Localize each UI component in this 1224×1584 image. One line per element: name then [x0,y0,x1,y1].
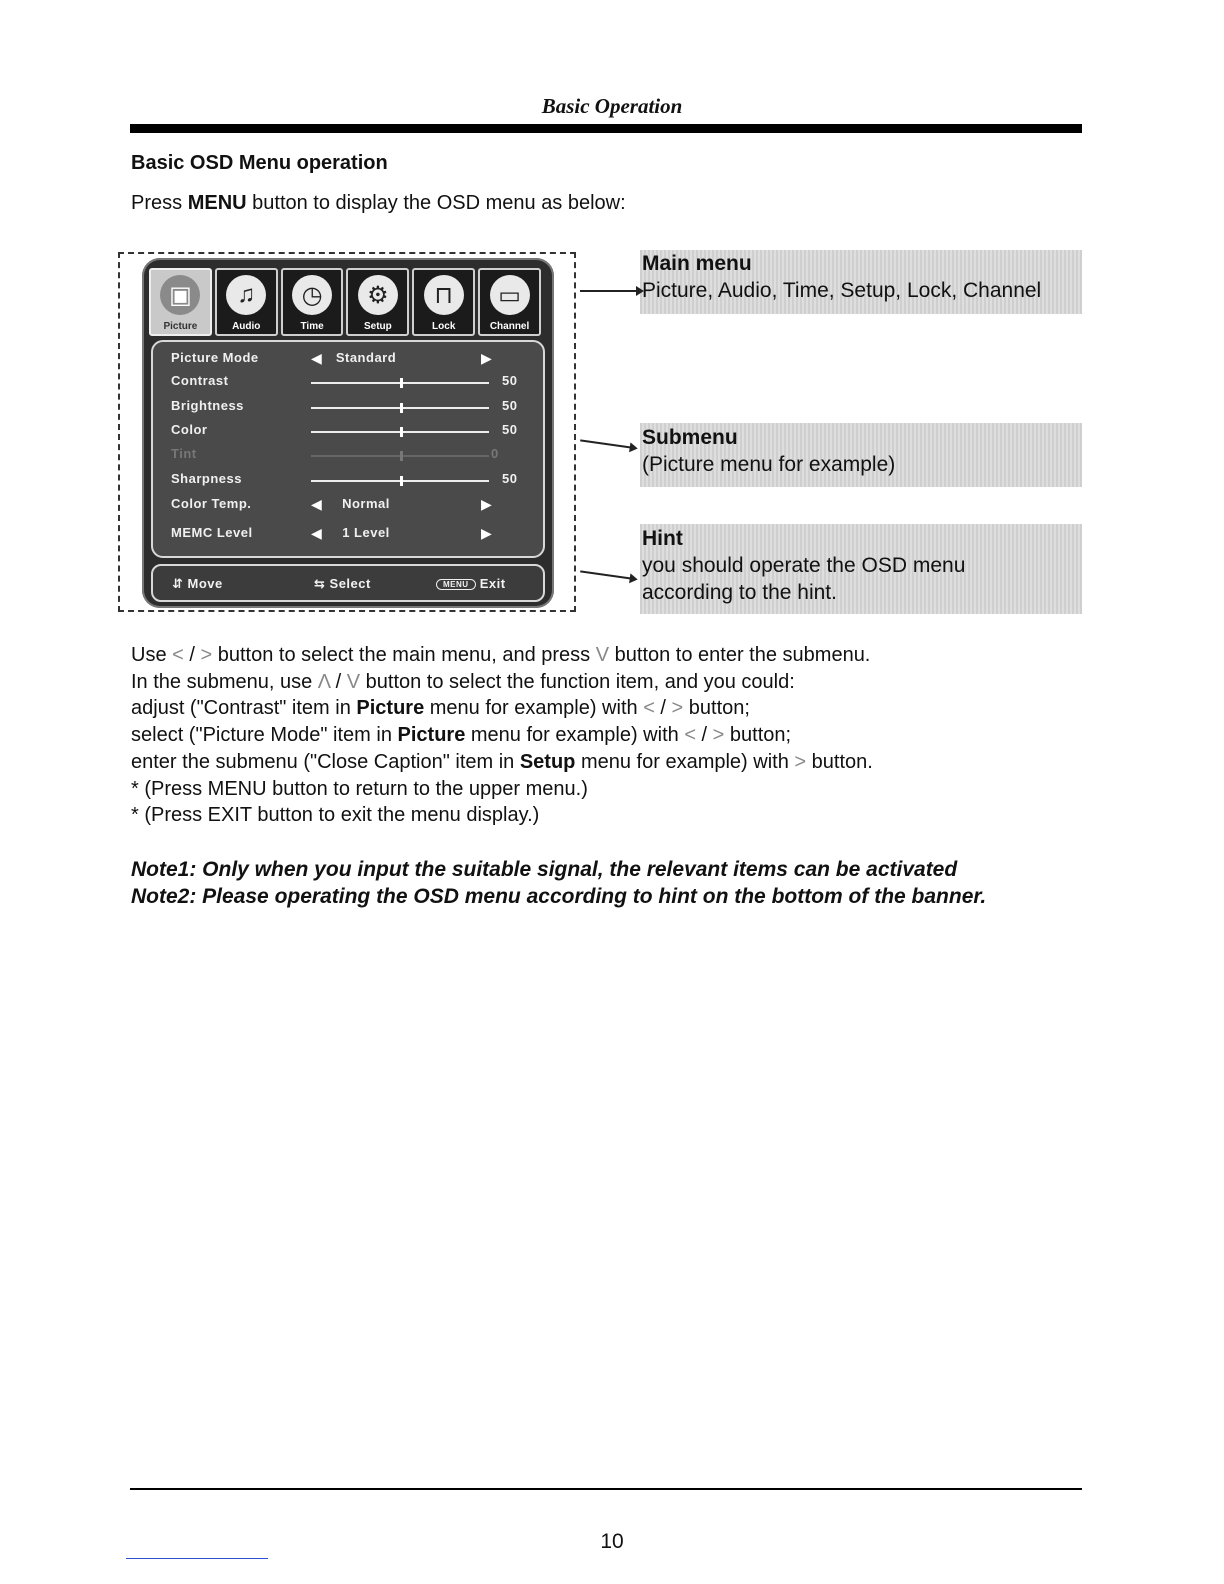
slider-knob[interactable] [400,427,403,437]
link-underline [126,1558,268,1559]
callout-hint [642,525,965,606]
item-label: Sharpness [171,471,242,486]
main-menu-tabs [149,268,541,336]
slider[interactable] [311,382,489,384]
picture-icon: ▣ [160,275,200,315]
callout-submenu [642,424,895,478]
tab-audio[interactable] [215,268,278,336]
instructions [131,642,873,829]
right-arrow-icon[interactable]: ▶ [481,496,493,512]
slider[interactable] [311,407,489,409]
submenu-item-color-temp[interactable] [171,496,521,516]
hint-move: ⇵ Move [172,576,223,591]
running-header: Basic Operation [541,94,683,118]
slider[interactable] [311,431,489,433]
clock-icon: ◷ [292,275,332,315]
callout-body: (Picture menu for example) [642,453,896,476]
header-rule [130,124,1082,133]
callout-title: Hint [642,527,683,550]
slider-knob[interactable] [400,403,403,413]
submenu-item-sharpness[interactable] [171,471,521,491]
tab-lock[interactable] [412,268,475,336]
section-title: Basic OSD Menu operation [131,152,388,174]
callout-body: according to the hint. [642,581,837,604]
item-label: MEMC Level [171,525,253,540]
callout-body: you should operate the OSD menu [642,554,966,577]
slider-knob [400,451,403,461]
tab-time[interactable] [281,268,344,336]
lock-icon: ⊓ [424,275,464,315]
item-value: 50 [502,373,518,388]
callout-body: Picture, Audio, Time, Setup, Lock, Channel [642,279,1042,302]
instruction-line: enter the submenu ("Close Caption" item in Setup menu for example) with > button. [131,750,873,773]
slider [311,455,489,457]
item-value: Standard [335,350,397,365]
submenu-item-brightness[interactable] [171,398,521,418]
item-value: Normal [342,496,390,511]
tab-label: Setup [364,321,392,332]
instruction-line: adjust ("Contrast" item in Picture menu for example) with < / > button; [131,697,750,720]
item-label: Color [171,422,208,437]
slider[interactable] [311,480,489,482]
hint-select: ⇆ Select [314,576,371,591]
tab-label: Time [300,321,324,332]
left-arrow-icon[interactable]: ◀ [311,496,323,512]
tab-picture[interactable] [149,268,212,336]
item-label: Picture Mode [171,350,259,365]
instruction-line: * (Press MENU button to return to the upper menu.) [131,777,588,800]
right-arrow-icon[interactable]: ▶ [481,350,493,366]
item-value: 50 [502,422,518,437]
page-number: 10 [600,1530,624,1553]
notes [131,856,986,910]
item-value: 50 [502,471,518,486]
submenu-item-picture-mode[interactable] [171,350,521,370]
callout-main-menu [642,250,1041,304]
note-1: Note1: Only when you input the suitable signal, the relevant items can be activated [131,858,958,881]
intro-text: Press MENU button to display the OSD menu as below: [131,192,626,214]
instruction-line: select ("Picture Mode" item in Picture menu for example) with < / > button; [131,724,792,747]
tab-channel[interactable] [478,268,541,336]
left-arrow-icon[interactable]: ◀ [311,350,323,366]
instruction-line: Use < / > button to select the main menu, and press V button to enter the submenu. [131,644,871,666]
instruction-line: In the submenu, use Λ / V button to select the function item, and you could: [131,670,795,693]
tab-setup[interactable] [346,268,409,336]
submenu-item-color[interactable] [171,422,521,442]
hint-exit: MENU Exit [436,576,506,591]
item-value: 1 Level [342,525,390,540]
leftright-icon: ⇆ [314,576,326,591]
item-label: Brightness [171,398,244,413]
tab-label: Audio [232,321,261,332]
slider-knob[interactable] [400,476,403,486]
note-2: Note2: Please operating the OSD menu according to hint on the bottom of the banner. [131,885,987,908]
menu-key-icon: MENU [436,579,476,590]
gear-icon: ⚙ [358,275,398,315]
submenu-item-contrast[interactable] [171,373,521,393]
submenu-item-tint [171,446,521,466]
monitor-icon: ▭ [490,275,530,315]
submenu-item-memc-level[interactable] [171,525,521,545]
left-arrow-icon[interactable]: ◀ [311,525,323,541]
audio-icon: ♫ [226,275,266,315]
instruction-line: * (Press EXIT button to exit the menu display.) [131,804,540,827]
updown-icon: ⇵ [172,576,184,591]
item-label: Color Temp. [171,496,252,511]
item-label: Contrast [171,373,229,388]
slider-knob[interactable] [400,378,403,388]
callout-title: Main menu [642,252,752,275]
item-label: Tint [171,446,197,461]
tab-label: Channel [489,321,530,332]
right-arrow-icon[interactable]: ▶ [481,525,493,541]
pointer-arrow-sub [580,439,632,448]
pointer-arrow-hint [580,570,632,579]
callout-title: Submenu [642,426,738,449]
pointer-arrow-main [580,290,638,292]
item-value: 0 [491,446,499,461]
tab-label: Lock [432,321,456,332]
tab-label: Picture [163,321,198,332]
footer-rule [130,1488,1082,1490]
item-value: 50 [502,398,518,413]
